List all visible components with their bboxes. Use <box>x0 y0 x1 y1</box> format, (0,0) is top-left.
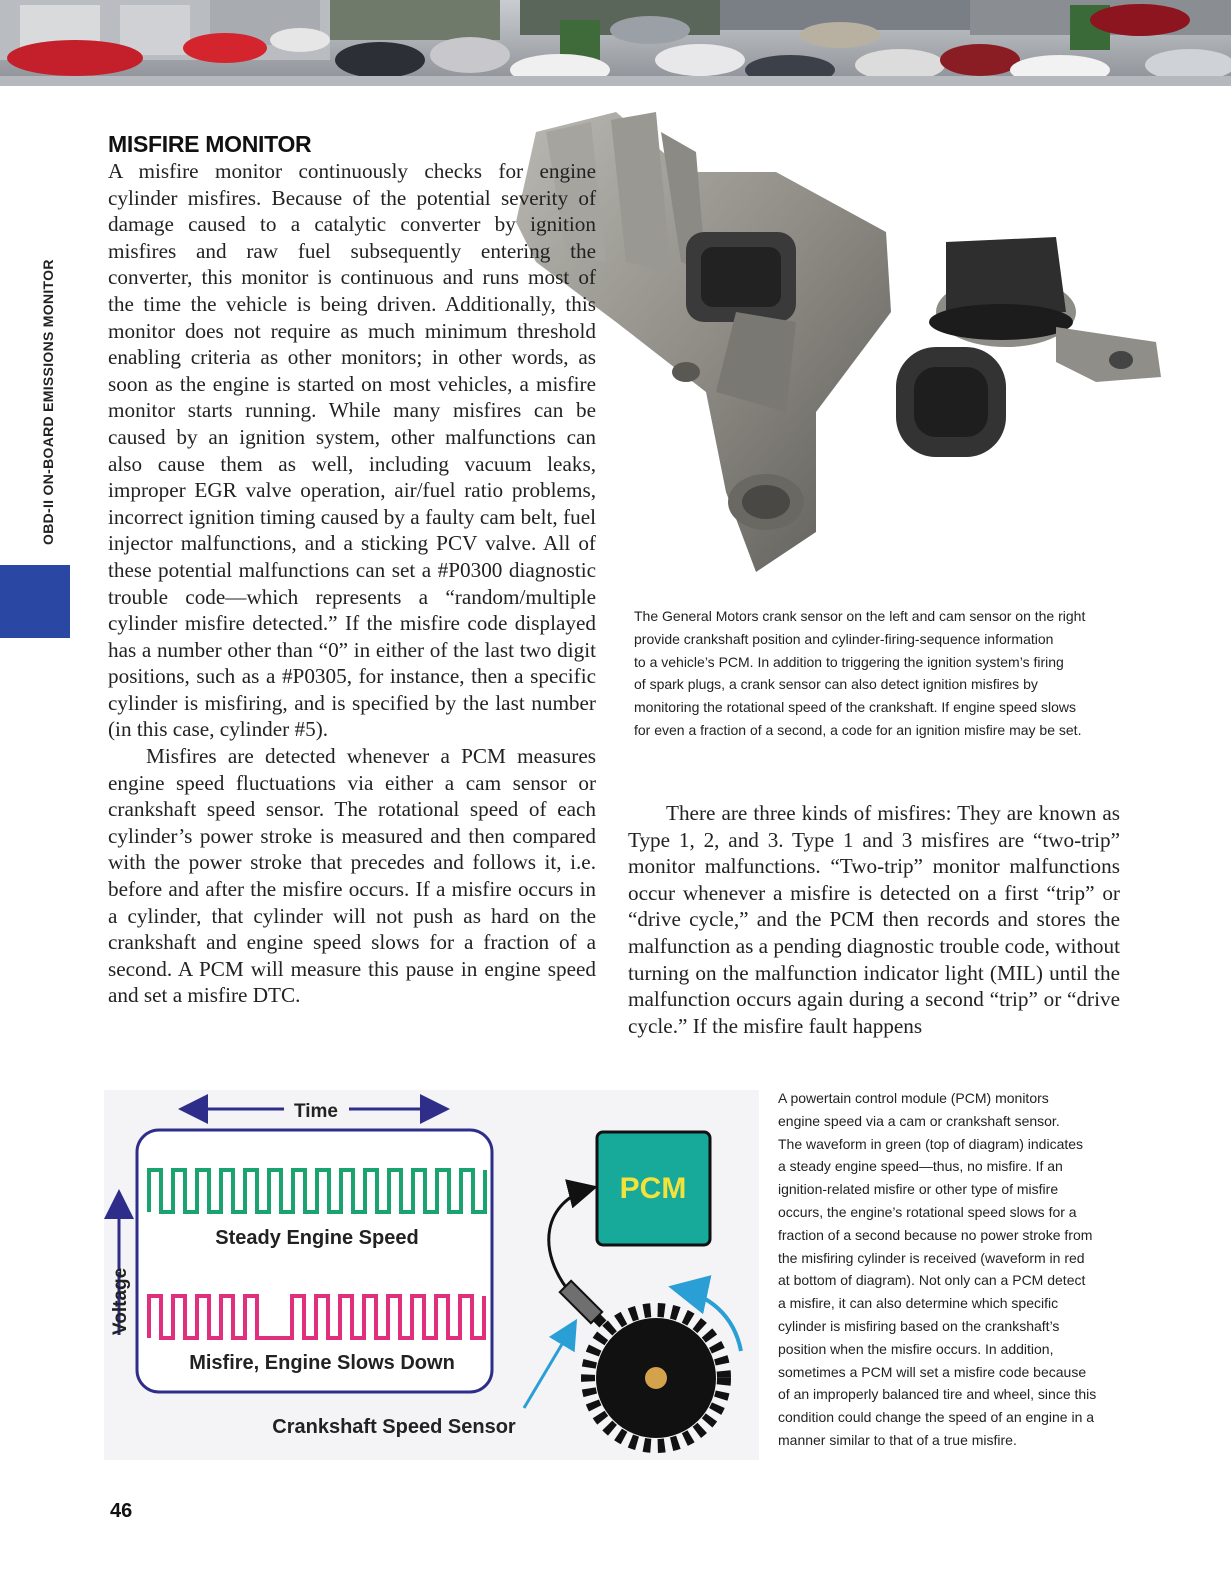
left-column <box>108 158 596 1009</box>
section-tab-marker <box>0 565 70 638</box>
header-banner-photo <box>0 0 1231 86</box>
parking-lot-image <box>0 0 1231 86</box>
caption-line: for even a fraction of a second, a code for an ignition misfire may be set. <box>634 721 1082 738</box>
sensor-label: Crankshaft Speed Sensor <box>272 1416 516 1438</box>
caption-line: a steady engine speed—thus, no misfire. If an <box>778 1158 1063 1175</box>
caption-line: manner similar to that of a true misfire. <box>778 1431 1017 1448</box>
misfire-diagram <box>104 1090 759 1460</box>
crank-and-cam-sensor-image <box>496 112 1196 612</box>
caption-line: provide crankshaft position and cylinder-firing-sequence information <box>634 630 1054 647</box>
caption-line: condition could change the speed of an engine in a <box>778 1409 1095 1426</box>
caption-line: occurs, the engine’s rotational speed slows for a <box>778 1203 1077 1220</box>
caption-line: to a vehicle’s PCM. In addition to triggering the ignition system’s firing <box>634 653 1064 670</box>
paragraph: A misfire monitor continuously checks for engine cylinder misfires. Because of the potential severity of damage caused to a catalytic converter by ignition misfires and raw fuel subsequently entering the converter, this monitor is continuous and runs most of the time the vehicle is being driven. Additionally, this monitor does not require as much minimum threshold enabling criteria as other monitors; in other words, as soon as the engine is started on most vehicles, a misfire monitor starts running. While many misfires can be caused by an ignition system, other malfunctions can also cause them as well, including vacuum leaks, improper EGR valve operation, air/fuel ratio problems, incorrect ignition timing caused by a faulty cam belt, fuel injector malfunctions, and a sticking PCV valve. All of these potential malfunctions can set a #P0300 diagnostic trouble code—which represents a “random/multiple cylinder misfire detected.” If the misfire code displayed has a number other than “0” in either of the last two digit positions, such as a #P0305, for instance, then a specific cylinder is misfiring, and is specified by the last number (in this case, cylinder #5). <box>108 159 596 742</box>
voltage-label: Voltage <box>110 1267 131 1335</box>
photo-caption <box>634 605 1134 742</box>
caption-line: fraction of a second because no power stroke from <box>778 1226 1093 1243</box>
caption-line: a misfire, it can also determine which specific <box>778 1295 1059 1312</box>
caption-line: of an improperly balanced tire and wheel, since this <box>778 1386 1097 1403</box>
diagram-caption <box>778 1087 1123 1452</box>
caption-line: The General Motors crank sensor on the left and cam sensor on the right <box>634 608 1086 624</box>
gear-hub <box>645 1367 667 1389</box>
caption-line: at bottom of diagram). Not only can a PCM detect <box>778 1272 1086 1289</box>
section-label: OBD-II ON-BOARD EMISSIONS MONITOR <box>40 259 56 545</box>
right-column <box>628 800 1120 1039</box>
caption-line: sometimes a PCM will set a misfire code because <box>778 1363 1087 1380</box>
misfire-diagram-svg <box>104 1090 759 1460</box>
time-label: Time <box>293 1101 339 1122</box>
paragraph: There are three kinds of misfires: They are known as Type 1, 2, and 3. Type 1 and 3 misfires are “two-trip” monitor malfunctions. “Two-trip” monitor malfunctions occur whenever a misfire is detected on a first “trip” or “drive cycle,” and the PCM then records and stores the malfunction as a pending diagnostic trouble code, without turning on the malfunction indicator light (MIL) until the malfunction occurs again during a second “trip” or “drive cycle.” If the misfire fault happens <box>628 801 1120 1038</box>
misfire-label: Misfire, Engine Slows Down <box>189 1352 455 1374</box>
page-number: 46 <box>110 1500 133 1522</box>
sensor-photo <box>496 112 1196 612</box>
pcm-label: PCM <box>619 1172 687 1205</box>
caption-line: the misfiring cylinder is received (waveform in red <box>778 1249 1085 1266</box>
section-heading: MISFIRE MONITOR <box>108 131 312 157</box>
caption-line: engine speed via a cam or crankshaft sensor. <box>778 1112 1060 1129</box>
steady-label: Steady Engine Speed <box>215 1227 419 1249</box>
caption-line: monitoring the rotational speed of the crankshaft. If engine speed slows <box>634 699 1077 716</box>
caption-line: cylinder is misfiring based on the crankshaft’s <box>778 1317 1060 1334</box>
caption-line: The waveform in green (top of diagram) indicates <box>778 1135 1084 1152</box>
caption-line: position when the misfire occurs. In addition, <box>778 1340 1054 1357</box>
caption-line: of spark plugs, a crank sensor can also detect ignition misfires by <box>634 676 1038 693</box>
caption-line: ignition-related misfire or other type of misfire <box>778 1181 1059 1198</box>
paragraph: Misfires are detected whenever a PCM measures engine speed fluctuations via either a cam sensor or crankshaft speed sensor. The rotational speed of each cylinder’s power stroke is measured and then compared with the power stroke that precedes and follows it, i.e. before and after the misfire occurs. If a misfire occurs in a cylinder, that cylinder will not push as hard on the crankshaft and engine speed slows for a fraction of a second. A PCM will measure this pause in engine speed and set a misfire DTC. <box>108 744 596 1008</box>
caption-line: A powertain control module (PCM) monitors <box>778 1090 1049 1106</box>
